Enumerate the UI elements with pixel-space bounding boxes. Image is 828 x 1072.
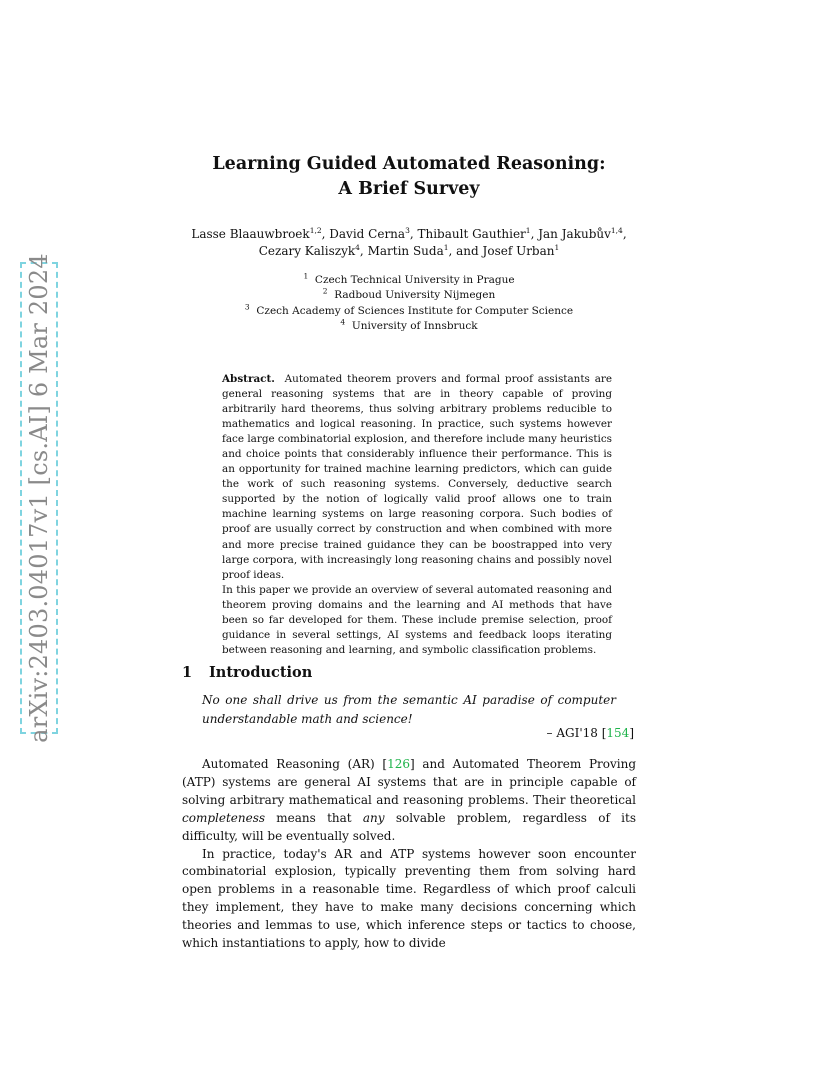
abstract-paragraph-1: Abstract. Automated theorem provers and formal proof assistants are general reasoning systems that are in theory capable of proving arbitrarily hard theorems, thus solving arbitrary problems reducible to mathematics and logical reasoning. In practice, such systems however face large combinatorial explosion, and therefore include many heuristics and choice points that considerably influence their performance. This is an opportunity for trained machine learning predictors, which can guide the work of such reasoning systems. Conversely, deductive search supported by the notion of logically valid proof allows one to train machine learning systems on large reasoning corpora. Such bodies of proof are usually correct by construction and when combined with more and more precise trained guidance they can be boostrapped into very large corpora, with increasingly long reasoning chains and possibly novel proof ideas. <box>222 373 612 581</box>
title-line-1: Learning Guided Automated Reasoning: <box>212 154 606 174</box>
affiliation: $^1$ Czech Technical University in Prague <box>303 271 515 286</box>
author: David Cerna$^3$, <box>329 226 418 241</box>
affiliation-list <box>182 273 636 334</box>
epigraph-quote: No one shall drive us from the semantic AI paradise of computer understandable math and science! <box>202 693 616 726</box>
abstract-label: Abstract. <box>222 373 275 385</box>
section-title: Introduction <box>209 664 313 681</box>
affiliation: $^2$ Radboud University Nijmegen <box>322 286 496 302</box>
citation-link[interactable]: 154 <box>606 726 630 740</box>
paper-title <box>182 152 636 202</box>
author-list <box>182 226 636 260</box>
citation-link[interactable]: 126 <box>387 757 411 771</box>
author: Josef Urban$^1$ <box>482 243 560 258</box>
introduction-body <box>182 756 636 953</box>
section-number: 1 <box>182 664 193 681</box>
author: Thibault Gauthier$^1$, <box>417 226 539 241</box>
affiliation: $^3$ Czech Academy of Sciences Institute for Computer Science <box>244 302 574 317</box>
body-paragraph-1: Automated Reasoning (AR) [126] and Automated Theorem Proving (ATP) systems are general AI systems that are in principle capable of solving arbitrary mathematical and reasoning problems. Their theoretical completeness means that any solvable problem, regardless of its difficulty, will be eventually solved. <box>182 757 637 843</box>
abstract-paragraph-2: In this paper we provide an overview of several automated reasoning and theorem proving domains and the learning and AI methods that have been so far developed for them. These include premise selection, proof guidance in several settings, AI systems and feedback loops iterating between reasoning and learning, and symbolic classification problems. <box>222 583 612 656</box>
epigraph-attribution: – AGI'18 [154] <box>546 726 634 740</box>
arxiv-identifier: arXiv:2403.04017v1 [cs.AI] 6 Mar 2024 <box>25 253 53 743</box>
affiliation: $^4$ University of Innsbruck <box>340 317 478 332</box>
section-heading <box>182 664 312 681</box>
title-line-2: A Brief Survey <box>338 179 480 199</box>
author: Jan Jakubův$^{1,4}$, <box>538 226 627 241</box>
author: Martin Suda$^1$, and <box>367 243 483 258</box>
body-paragraph-2: In practice, today's AR and ATP systems however soon encounter combinatorial explosion, typically preventing them from solving hard open problems in a reasonable time. Regardless of which proof calculi they implement, they have to make many decisions concerning which theories and lemmas to use, which inference steps or tactics to choose, which instantiations to apply, how to divide <box>182 846 636 951</box>
abstract <box>222 372 612 658</box>
author: Cezary Kaliszyk$^4$, <box>258 243 368 258</box>
author: Lasse Blaauwbroek$^{1,2}$, <box>191 226 330 241</box>
arxiv-identifier-stamp <box>20 253 58 743</box>
